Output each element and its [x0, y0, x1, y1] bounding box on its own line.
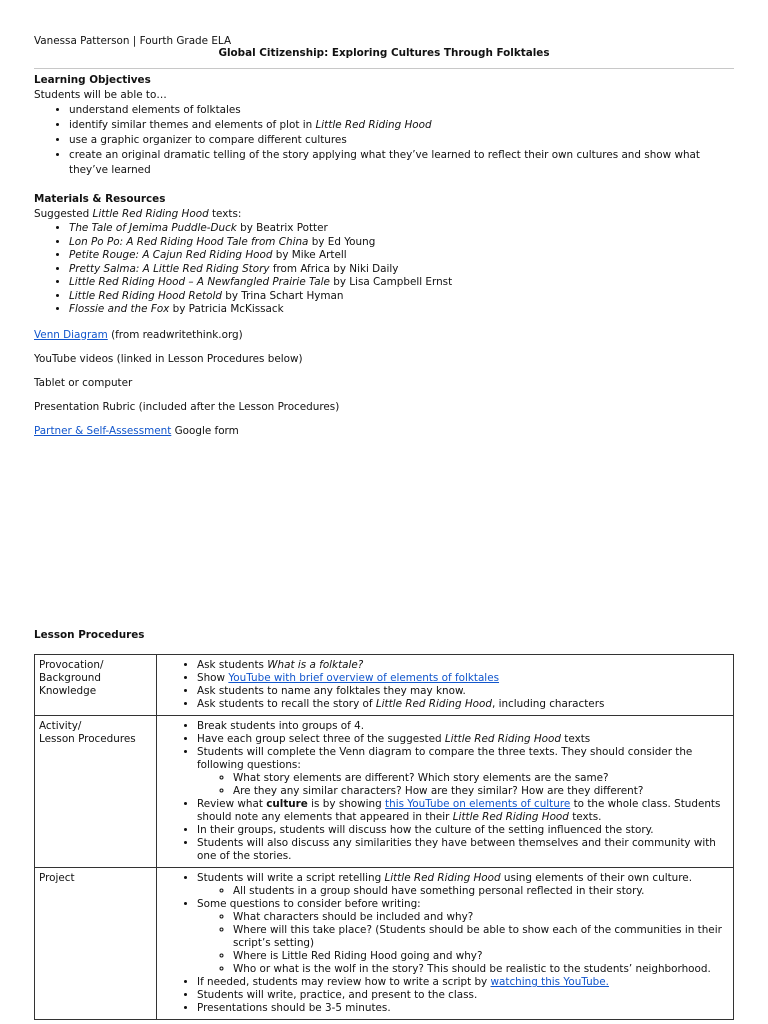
text-item: • Little Red Riding Hood – A Newfangled Prairie Tale by Lisa Campbell Ernst [69, 276, 734, 290]
materials-intro: Suggested Little Red Riding Hood texts: [34, 208, 242, 220]
list-item: • Students will complete the Venn diagram to compare the three texts. They should consider the following questions: ◦ What story elements are different? Which story elements are the same? ◦ Are they any similar characters? How are they similar? How are they different? [197, 746, 729, 798]
list-item: • Students will also discuss any similarities they have between themselves and their community with one of the stories. [197, 837, 729, 863]
row-label-activity: Activity/ Lesson Procedures [35, 716, 157, 868]
culture-youtube-link[interactable]: this YouTube on elements of culture [385, 798, 571, 810]
resources-list [34, 328, 734, 439]
list-item: • Ask students to name any folktales they may know. [197, 685, 729, 698]
text-item: • Pretty Salma: A Little Red Riding Story from Africa by Niki Daily [69, 263, 734, 277]
text-item: • Little Red Riding Hood Retold by Trina Schart Hyman [69, 290, 734, 304]
folktales-youtube-link[interactable]: YouTube with brief overview of elements of folktales [228, 672, 500, 684]
objectives-intro: Students will be able to… [34, 89, 167, 101]
text-item: • Lon Po Po: A Red Riding Hood Tale from China by Ed Young [69, 236, 734, 250]
row-content-project [157, 868, 734, 1020]
script-youtube-link[interactable]: watching this YouTube. [490, 976, 609, 988]
sub-list-item: ◦ All students in a group should have something personal reflected in their story. [233, 885, 729, 898]
table-row [35, 868, 734, 1020]
page-title: Global Citizenship: Exploring Cultures Through Folktales [218, 47, 550, 59]
learning-objectives-section [34, 73, 734, 178]
text-item: • Flossie and the Fox by Patricia McKissack [69, 303, 734, 317]
list-item: • In their groups, students will discuss how the culture of the setting influenced the story. [197, 824, 729, 837]
tablet-resource: Tablet or computer [34, 376, 133, 389]
objective-item: • identify similar themes and elements of plot in Little Red Riding Hood [69, 118, 734, 133]
divider [34, 68, 734, 69]
text-item: • Petite Rouge: A Cajun Red Riding Hood by Mike Artell [69, 249, 734, 263]
venn-resource: Venn Diagram (from readwritethink.org) [34, 328, 243, 341]
sub-list-item: ◦ What characters should be included and why? [233, 911, 729, 924]
list-item: • Presentations should be 3-5 minutes. [197, 1002, 729, 1015]
row-label-project: Project [35, 868, 157, 1020]
sub-list-item: ◦ Where is Little Red Riding Hood going and why? [233, 950, 729, 963]
assessment-link[interactable]: Partner & Self-Assessment [34, 424, 172, 437]
list-item: • Ask students to recall the story of Little Red Riding Hood, including characters [197, 698, 729, 711]
venn-diagram-link[interactable]: Venn Diagram [34, 328, 108, 341]
row-label-provocation: Provocation/ Background Knowledge [35, 655, 157, 716]
list-item: • Have each group select three of the suggested Little Red Riding Hood texts [197, 733, 729, 746]
document-body [34, 34, 734, 439]
list-item: • Students will write, practice, and present to the class. [197, 989, 729, 1002]
materials-heading: Materials & Resources [34, 193, 166, 205]
assessment-resource: Partner & Self-Assessment Google form [34, 424, 239, 437]
suggested-texts-list [34, 222, 734, 317]
sub-list-item: ◦ What story elements are different? Which story elements are the same? [233, 772, 729, 785]
author-line: Vanessa Patterson | Fourth Grade ELA [34, 35, 232, 47]
objective-item: • create an original dramatic telling of the story applying what they’ve learned to reflect their own cultures and show what they’ve learned [69, 148, 734, 178]
youtube-resource: YouTube videos (linked in Lesson Procedures below) [34, 352, 303, 365]
row-content-activity [157, 716, 734, 868]
sub-list-item: ◦ Who or what is the wolf in the story? This should be realistic to the students’ neighborhood. [233, 963, 729, 976]
table-row [35, 716, 734, 868]
list-item: • Break students into groups of 4. [197, 720, 729, 733]
list-item: • Review what culture is by showing this YouTube on elements of culture to the whole class. Students should note any elements that appeared in their Little Red Riding Hood texts. [197, 798, 729, 824]
rubric-resource: Presentation Rubric (included after the Lesson Procedures) [34, 400, 340, 413]
table-row [35, 655, 734, 716]
list-item: • Show YouTube with brief overview of elements of folktales [197, 672, 729, 685]
list-item: • Ask students What is a folktale? [197, 659, 729, 672]
objectives-list [34, 103, 734, 178]
text-item: • The Tale of Jemima Puddle-Duck by Beatrix Potter [69, 222, 734, 236]
objective-item: • understand elements of folktales [69, 103, 734, 118]
objectives-heading: Learning Objectives [34, 74, 151, 86]
sub-list-item: ◦ Are they any similar characters? How are they similar? How are they different? [233, 785, 729, 798]
row-content-provocation [157, 655, 734, 716]
lesson-procedures-table [34, 654, 734, 1020]
list-item: • If needed, students may review how to write a script by watching this YouTube. [197, 976, 729, 989]
objective-item: • use a graphic organizer to compare different cultures [69, 133, 734, 148]
materials-section [34, 192, 734, 439]
sub-list-item: ◦ Where will this take place? (Students should be able to show each of the communities in their script’s setting) [233, 924, 729, 950]
list-item: • Students will write a script retelling Little Red Riding Hood using elements of their own culture. ◦ All students in a group should have something personal reflected in their story. [197, 872, 729, 898]
lesson-procedures-heading: Lesson Procedures [34, 629, 145, 641]
list-item: • Some questions to consider before writing: ◦ What characters should be included and why? ◦ Where will this take place? (Students should be able to show each of the communities in their script’s setting) ◦ Where is Little Red Riding Hood going and why? ◦ Who or what is the wolf in the story? This should be realistic to the students’ neighborhood. [197, 898, 729, 976]
